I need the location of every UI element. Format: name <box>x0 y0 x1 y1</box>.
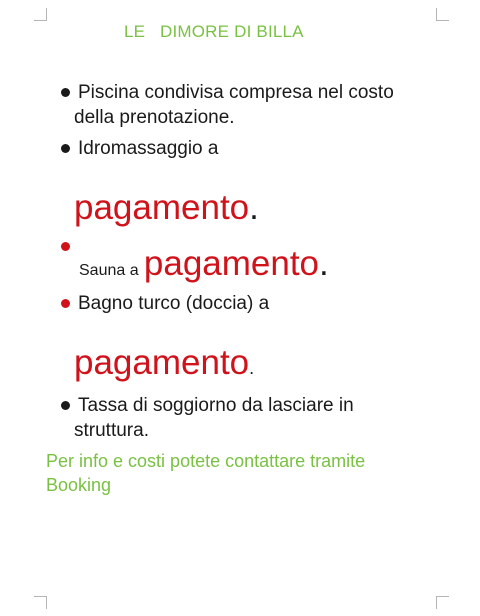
bullet-dot <box>61 299 70 308</box>
period: . <box>249 188 259 227</box>
list-item-text: Piscina condivisa compresa nel costo <box>78 82 394 103</box>
bullet-dot <box>61 401 70 410</box>
period: . <box>319 244 329 283</box>
sauna-label: Sauna a <box>79 262 139 279</box>
list-item-text <box>79 244 329 291</box>
page-corner-mark <box>34 596 47 609</box>
emphasis-text <box>74 343 254 388</box>
footer-text: Per info e costi potete contattare tramite <box>46 451 366 471</box>
list-item-text: della prenotazione. <box>74 107 235 128</box>
document-title: LE DIMORE DI BILLA <box>124 22 304 41</box>
bullet-dot <box>61 88 70 97</box>
list-item-text: Idromassaggio a <box>78 138 219 159</box>
list-item-text: Tassa di soggiorno da lasciare in <box>78 395 354 416</box>
list-item-text: Bagno turco (doccia) a <box>78 293 270 314</box>
bullet-dot <box>61 242 70 251</box>
page-corner-mark <box>34 8 47 21</box>
page-corner-mark <box>436 596 449 609</box>
list-item-text: struttura. <box>74 420 149 441</box>
pagamento-word: pagamento <box>143 244 320 283</box>
period: . <box>249 358 255 378</box>
page-corner-mark <box>436 8 449 21</box>
emphasis-text <box>74 188 259 228</box>
pagamento-word: pagamento <box>74 343 250 382</box>
bullet-dot <box>61 144 70 153</box>
footer-text: Booking <box>46 475 112 495</box>
pagamento-word: pagamento <box>74 188 250 227</box>
